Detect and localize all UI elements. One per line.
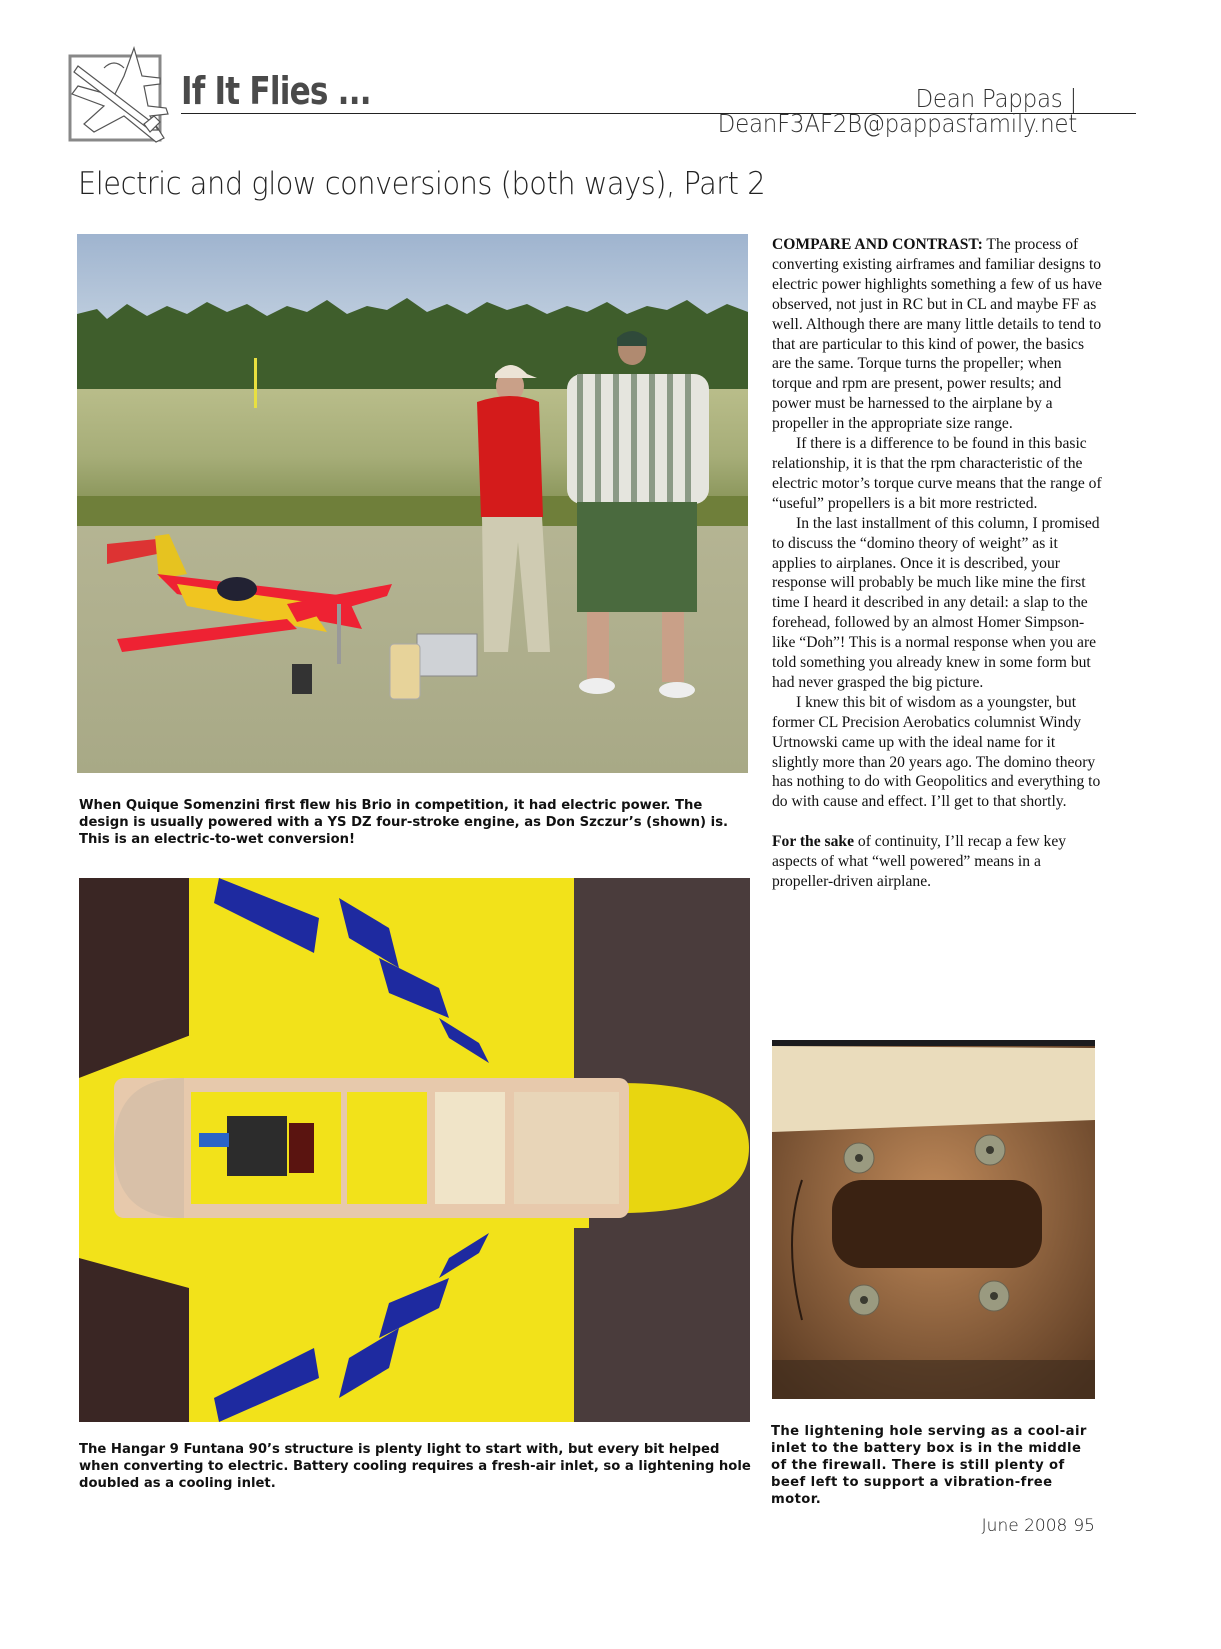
paragraph-lead-in: COMPARE AND CONTRAST: xyxy=(772,236,983,253)
body-paragraph: For the sake of continuity, I’ll recap a few key aspects of what “well powered” means in a propeller-driven airplane. xyxy=(772,833,1067,891)
article-body xyxy=(772,235,1102,892)
jet-airplane-sketch-icon xyxy=(64,46,182,146)
figure-2-caption: The Hangar 9 Funtana 90’s structure is plenty light to start with, but every bit helped when converting to electric. Battery cooling requires a fresh-air inlet, so a lightening hole doubled as a cooling inlet. xyxy=(79,1442,751,1491)
paragraph-lead-in: For the sake xyxy=(772,833,855,851)
figure-2-photo xyxy=(79,878,750,1422)
body-paragraph: In the last installment of this column, I promised to discuss the “domino theory of weight” as it applies to airplanes. Once it is described, your response will probably be much like mine the first time I heard it described in any detail: a slap to the forehead, followed by an almost Homer Simpson-like “Doh”! This is a normal response when you are told something you already knew in some form but had never grasped the big picture. xyxy=(772,514,1100,691)
body-paragraph: I knew this bit of wisdom as a youngster, but former CL Precision Aerobatics columnist Windy Urtnowski came up with the ideal name for it slightly more than 20 years ago. The domino theory has nothing to do with Geopolitics and everything to do with cause and effect. I’ll get to that shortly. xyxy=(772,693,1101,811)
body-paragraph: If there is a difference to be found in this basic relationship, it is that the rpm characteristic of the electric motor’s torque curve means that the range of “useful” propellers is a bit more restricted. xyxy=(772,435,1102,512)
page-number: 95 xyxy=(1073,1516,1095,1536)
issue-date: June 2008 xyxy=(981,1516,1068,1536)
figure-1-photo xyxy=(77,234,748,773)
article-headline: Electric and glow conversions (both ways), Part 2 xyxy=(78,166,766,202)
body-paragraph: COMPARE AND CONTRAST: The process of converting existing airframes and familiar designs to electric power highlights something a few of us have observed, not just in RC but in CL and maybe FF as well. Although there are many little details to tend to that are particular to this kind of power, the basics are the same. Torque turns the propeller; when torque and rpm are present, power results; and power must be harnessed to the airplane by a propeller in the appropriate size range. xyxy=(772,236,1102,433)
figure-1-caption: When Quique Somenzini first flew his Brio in competition, it had electric power. The design is usually powered with a YS DZ four-stroke engine, as Don Szczur’s (shown) is. This is an electric-to-wet conversion! xyxy=(79,798,729,847)
author-byline: Dean Pappas | DeanF3AF2B@pappasfamily.net xyxy=(717,84,1077,138)
figure-3-caption: The lightening hole serving as a cool-air inlet to the battery box is in the middle of the firewall. There is still plenty of beef left to support a vibration-free motor. xyxy=(771,1424,1087,1507)
figure-3-photo xyxy=(772,1040,1095,1399)
page-folio xyxy=(982,1516,1095,1536)
column-logo xyxy=(64,46,182,146)
column-title: If It Flies ... xyxy=(181,69,371,113)
